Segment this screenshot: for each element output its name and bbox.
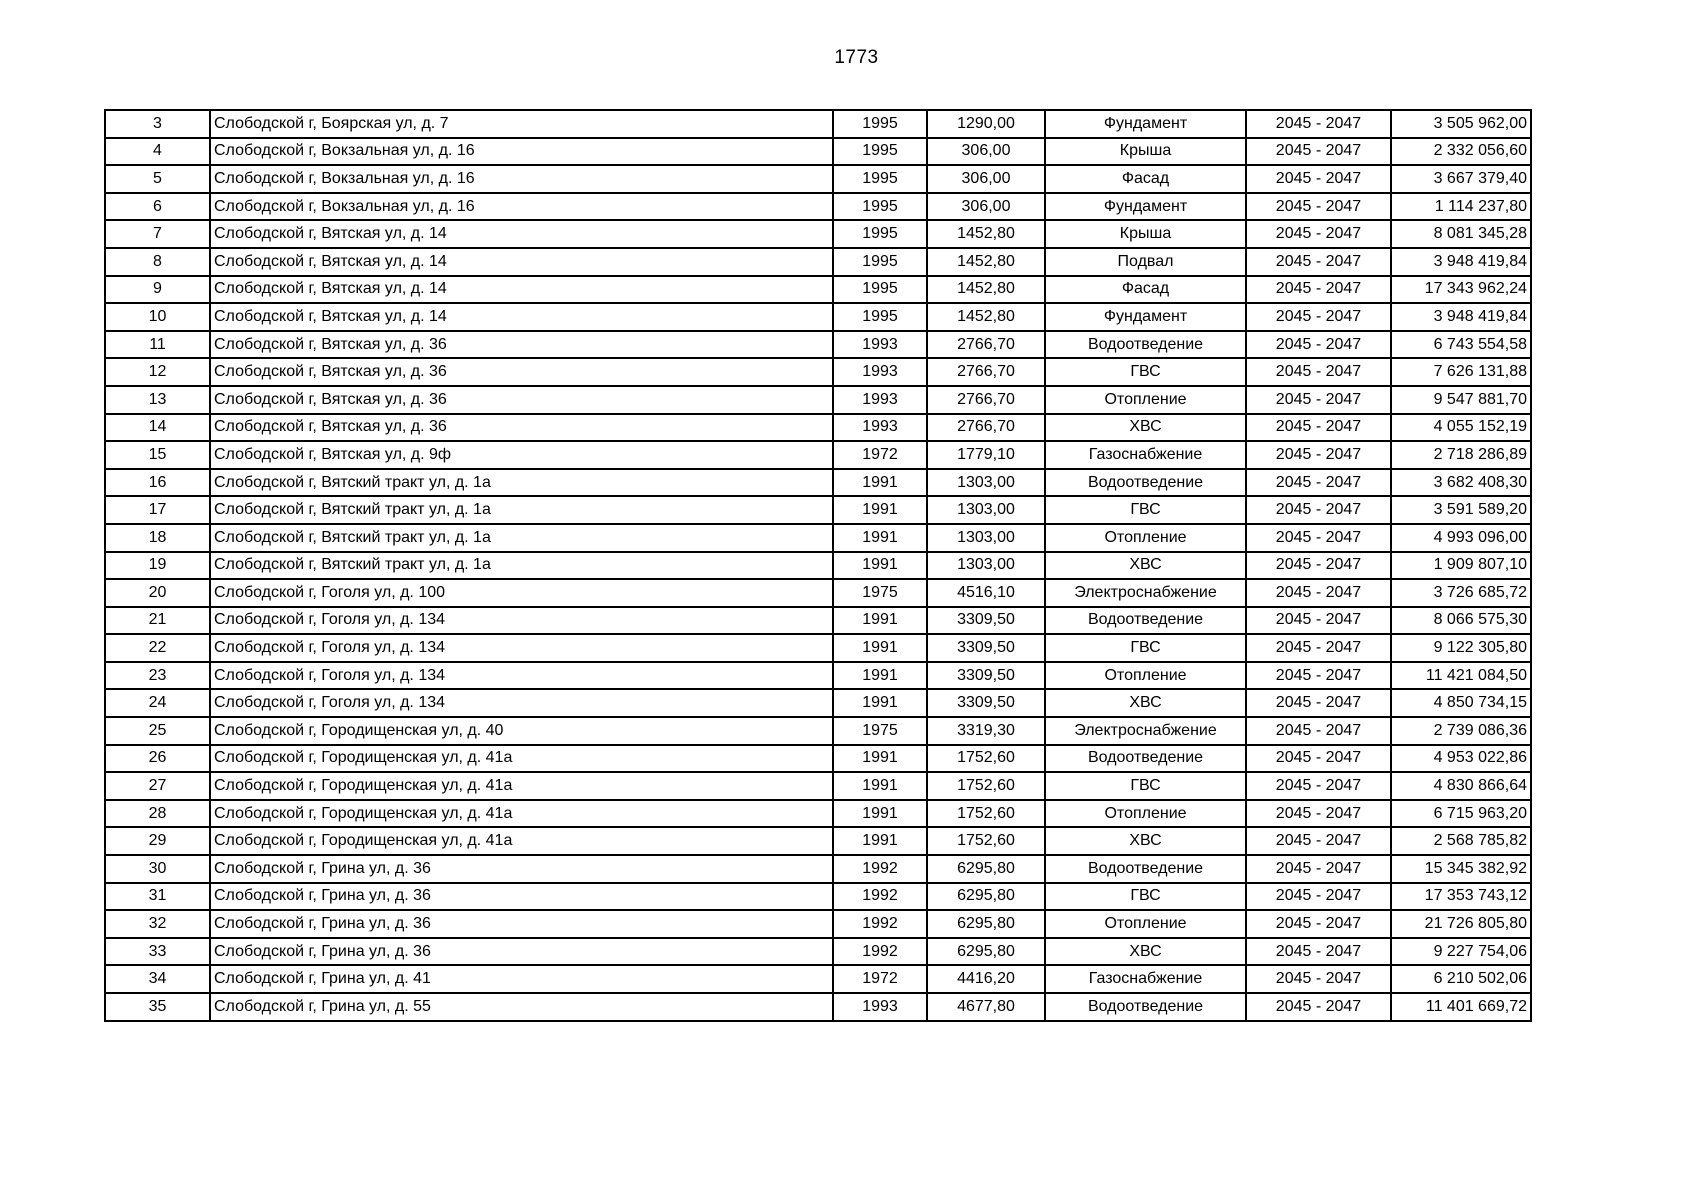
work-type-cell: Отопление [1045,800,1246,828]
cost-cell: 3 667 379,40 [1391,165,1531,193]
address-cell: Слободской г, Грина ул, д. 36 [210,855,833,883]
table-row [105,496,1531,524]
year-cell: 1991 [833,662,927,690]
area-cell: 6295,80 [927,938,1045,966]
cost-cell: 9 122 305,80 [1391,634,1531,662]
period-cell: 2045 - 2047 [1246,993,1391,1021]
year-cell: 1991 [833,496,927,524]
period-cell: 2045 - 2047 [1246,883,1391,911]
row-number-cell: 11 [105,331,210,359]
work-type-cell: Газоснабжение [1045,965,1246,993]
area-cell: 4516,10 [927,579,1045,607]
cost-cell: 3 726 685,72 [1391,579,1531,607]
table-row [105,552,1531,580]
address-cell: Слободской г, Городищенская ул, д. 41а [210,800,833,828]
year-cell: 1995 [833,276,927,304]
table-row [105,469,1531,497]
work-type-cell: ХВС [1045,938,1246,966]
area-cell: 306,00 [927,193,1045,221]
table-row [105,938,1531,966]
cost-cell: 1 114 237,80 [1391,193,1531,221]
period-cell: 2045 - 2047 [1246,689,1391,717]
address-cell: Слободской г, Городищенская ул, д. 41а [210,827,833,855]
work-type-cell: Водоотведение [1045,607,1246,635]
row-number-cell: 33 [105,938,210,966]
address-cell: Слободской г, Гоголя ул, д. 134 [210,634,833,662]
year-cell: 1991 [833,689,927,717]
cost-cell: 6 715 963,20 [1391,800,1531,828]
area-cell: 1752,60 [927,772,1045,800]
period-cell: 2045 - 2047 [1246,524,1391,552]
area-cell: 1303,00 [927,552,1045,580]
area-cell: 3309,50 [927,607,1045,635]
period-cell: 2045 - 2047 [1246,579,1391,607]
work-type-cell: Водоотведение [1045,993,1246,1021]
table-body [105,110,1531,1021]
address-cell: Слободской г, Вятский тракт ул, д. 1а [210,524,833,552]
year-cell: 1975 [833,579,927,607]
row-number-cell: 3 [105,110,210,138]
address-cell: Слободской г, Вокзальная ул, д. 16 [210,193,833,221]
year-cell: 1995 [833,165,927,193]
row-number-cell: 25 [105,717,210,745]
period-cell: 2045 - 2047 [1246,165,1391,193]
period-cell: 2045 - 2047 [1246,745,1391,773]
table-row [105,607,1531,635]
table-row [105,855,1531,883]
area-cell: 1752,60 [927,745,1045,773]
cost-cell: 9 547 881,70 [1391,386,1531,414]
work-type-cell: ХВС [1045,552,1246,580]
work-type-cell: ГВС [1045,634,1246,662]
year-cell: 1993 [833,414,927,442]
work-type-cell: Фасад [1045,165,1246,193]
year-cell: 1993 [833,993,927,1021]
year-cell: 1995 [833,138,927,166]
work-type-cell: ХВС [1045,689,1246,717]
year-cell: 1995 [833,303,927,331]
table-row [105,110,1531,138]
work-type-cell: Крыша [1045,220,1246,248]
row-number-cell: 20 [105,579,210,607]
table-row [105,358,1531,386]
row-number-cell: 12 [105,358,210,386]
year-cell: 1995 [833,220,927,248]
address-cell: Слободской г, Грина ул, д. 36 [210,883,833,911]
cost-cell: 2 739 086,36 [1391,717,1531,745]
address-cell: Слободской г, Боярская ул, д. 7 [210,110,833,138]
table-row [105,772,1531,800]
year-cell: 1991 [833,745,927,773]
work-type-cell: ГВС [1045,358,1246,386]
row-number-cell: 9 [105,276,210,304]
cost-cell: 2 718 286,89 [1391,441,1531,469]
work-type-cell: ГВС [1045,883,1246,911]
area-cell: 6295,80 [927,855,1045,883]
address-cell: Слободской г, Вятская ул, д. 36 [210,331,833,359]
row-number-cell: 32 [105,910,210,938]
period-cell: 2045 - 2047 [1246,855,1391,883]
table-row [105,414,1531,442]
address-cell: Слободской г, Вокзальная ул, д. 16 [210,138,833,166]
row-number-cell: 23 [105,662,210,690]
year-cell: 1991 [833,634,927,662]
address-cell: Слободской г, Городищенская ул, д. 41а [210,745,833,773]
period-cell: 2045 - 2047 [1246,303,1391,331]
work-type-cell: ХВС [1045,827,1246,855]
table-row [105,524,1531,552]
period-cell: 2045 - 2047 [1246,827,1391,855]
year-cell: 1993 [833,358,927,386]
area-cell: 1452,80 [927,220,1045,248]
cost-cell: 15 345 382,92 [1391,855,1531,883]
table-row [105,331,1531,359]
address-cell: Слободской г, Городищенская ул, д. 41а [210,772,833,800]
table-row [105,634,1531,662]
cost-cell: 2 332 056,60 [1391,138,1531,166]
area-cell: 1752,60 [927,827,1045,855]
row-number-cell: 16 [105,469,210,497]
table-row [105,276,1531,304]
area-cell: 1452,80 [927,303,1045,331]
year-cell: 1972 [833,441,927,469]
page-number: 1773 [834,47,879,68]
row-number-cell: 35 [105,993,210,1021]
row-number-cell: 8 [105,248,210,276]
year-cell: 1975 [833,717,927,745]
row-number-cell: 21 [105,607,210,635]
table-row [105,220,1531,248]
period-cell: 2045 - 2047 [1246,220,1391,248]
cost-cell: 17 353 743,12 [1391,883,1531,911]
year-cell: 1995 [833,193,927,221]
area-cell: 306,00 [927,138,1045,166]
period-cell: 2045 - 2047 [1246,193,1391,221]
period-cell: 2045 - 2047 [1246,276,1391,304]
table-row [105,883,1531,911]
year-cell: 1991 [833,552,927,580]
row-number-cell: 15 [105,441,210,469]
address-cell: Слободской г, Вятская ул, д. 9ф [210,441,833,469]
work-type-cell: Отопление [1045,524,1246,552]
cost-cell: 1 909 807,10 [1391,552,1531,580]
address-cell: Слободской г, Вятская ул, д. 36 [210,414,833,442]
address-cell: Слободской г, Вятский тракт ул, д. 1а [210,469,833,497]
period-cell: 2045 - 2047 [1246,138,1391,166]
table-row [105,910,1531,938]
work-type-cell: Подвал [1045,248,1246,276]
address-cell: Слободской г, Грина ул, д. 36 [210,938,833,966]
row-number-cell: 28 [105,800,210,828]
year-cell: 1991 [833,800,927,828]
table-row [105,662,1531,690]
period-cell: 2045 - 2047 [1246,441,1391,469]
period-cell: 2045 - 2047 [1246,358,1391,386]
row-number-cell: 7 [105,220,210,248]
cost-cell: 4 993 096,00 [1391,524,1531,552]
table-row [105,800,1531,828]
period-cell: 2045 - 2047 [1246,634,1391,662]
row-number-cell: 13 [105,386,210,414]
work-type-cell: Водоотведение [1045,745,1246,773]
period-cell: 2045 - 2047 [1246,965,1391,993]
address-cell: Слободской г, Вятская ул, д. 36 [210,386,833,414]
work-type-cell: Фасад [1045,276,1246,304]
period-cell: 2045 - 2047 [1246,414,1391,442]
address-cell: Слободской г, Вятская ул, д. 36 [210,358,833,386]
row-number-cell: 19 [105,552,210,580]
work-type-cell: ХВС [1045,414,1246,442]
row-number-cell: 14 [105,414,210,442]
cost-cell: 8 066 575,30 [1391,607,1531,635]
period-cell: 2045 - 2047 [1246,662,1391,690]
work-type-cell: Фундамент [1045,110,1246,138]
year-cell: 1991 [833,827,927,855]
address-cell: Слободской г, Вятская ул, д. 14 [210,220,833,248]
year-cell: 1992 [833,938,927,966]
period-cell: 2045 - 2047 [1246,938,1391,966]
period-cell: 2045 - 2047 [1246,772,1391,800]
period-cell: 2045 - 2047 [1246,386,1391,414]
area-cell: 2766,70 [927,386,1045,414]
period-cell: 2045 - 2047 [1246,248,1391,276]
cost-cell: 3 948 419,84 [1391,248,1531,276]
address-cell: Слободской г, Вятский тракт ул, д. 1а [210,496,833,524]
work-type-cell: Крыша [1045,138,1246,166]
work-type-cell: Водоотведение [1045,855,1246,883]
area-cell: 1752,60 [927,800,1045,828]
cost-cell: 3 591 589,20 [1391,496,1531,524]
area-cell: 4677,80 [927,993,1045,1021]
area-cell: 1452,80 [927,248,1045,276]
work-type-cell: Фундамент [1045,303,1246,331]
address-cell: Слободской г, Вятская ул, д. 14 [210,276,833,304]
address-cell: Слободской г, Вятский тракт ул, д. 1а [210,552,833,580]
year-cell: 1992 [833,883,927,911]
address-cell: Слободской г, Вокзальная ул, д. 16 [210,165,833,193]
row-number-cell: 4 [105,138,210,166]
year-cell: 1993 [833,386,927,414]
address-cell: Слободской г, Гоголя ул, д. 134 [210,607,833,635]
work-type-cell: Электроснабжение [1045,579,1246,607]
year-cell: 1995 [833,248,927,276]
work-type-cell: ГВС [1045,772,1246,800]
cost-cell: 11 401 669,72 [1391,993,1531,1021]
cost-cell: 6 743 554,58 [1391,331,1531,359]
work-type-cell: ГВС [1045,496,1246,524]
area-cell: 1452,80 [927,276,1045,304]
table-row [105,138,1531,166]
table-row [105,165,1531,193]
period-cell: 2045 - 2047 [1246,607,1391,635]
row-number-cell: 30 [105,855,210,883]
period-cell: 2045 - 2047 [1246,800,1391,828]
row-number-cell: 22 [105,634,210,662]
cost-cell: 11 421 084,50 [1391,662,1531,690]
area-cell: 1779,10 [927,441,1045,469]
year-cell: 1993 [833,331,927,359]
table-row [105,993,1531,1021]
cost-cell: 9 227 754,06 [1391,938,1531,966]
address-cell: Слободской г, Городищенская ул, д. 40 [210,717,833,745]
table-row [105,386,1531,414]
address-cell: Слободской г, Вятская ул, д. 14 [210,303,833,331]
period-cell: 2045 - 2047 [1246,496,1391,524]
row-number-cell: 17 [105,496,210,524]
year-cell: 1995 [833,110,927,138]
row-number-cell: 5 [105,165,210,193]
year-cell: 1991 [833,607,927,635]
year-cell: 1991 [833,469,927,497]
cost-cell: 7 626 131,88 [1391,358,1531,386]
address-cell: Слободской г, Гоголя ул, д. 100 [210,579,833,607]
row-number-cell: 10 [105,303,210,331]
cost-cell: 21 726 805,80 [1391,910,1531,938]
area-cell: 1303,00 [927,469,1045,497]
area-cell: 1303,00 [927,496,1045,524]
table-row [105,745,1531,773]
period-cell: 2045 - 2047 [1246,110,1391,138]
work-type-cell: Фундамент [1045,193,1246,221]
period-cell: 2045 - 2047 [1246,331,1391,359]
work-type-cell: Водоотведение [1045,331,1246,359]
year-cell: 1972 [833,965,927,993]
cost-cell: 6 210 502,06 [1391,965,1531,993]
cost-cell: 4 830 866,64 [1391,772,1531,800]
area-cell: 1290,00 [927,110,1045,138]
period-cell: 2045 - 2047 [1246,469,1391,497]
row-number-cell: 31 [105,883,210,911]
year-cell: 1991 [833,524,927,552]
area-cell: 1303,00 [927,524,1045,552]
area-cell: 6295,80 [927,910,1045,938]
area-cell: 3319,30 [927,717,1045,745]
work-type-cell: Отопление [1045,662,1246,690]
area-cell: 2766,70 [927,358,1045,386]
address-cell: Слободской г, Гоголя ул, д. 134 [210,662,833,690]
table-row [105,441,1531,469]
work-type-cell: Водоотведение [1045,469,1246,497]
table-row [105,689,1531,717]
cost-cell: 3 505 962,00 [1391,110,1531,138]
work-type-cell: Электроснабжение [1045,717,1246,745]
area-cell: 4416,20 [927,965,1045,993]
row-number-cell: 34 [105,965,210,993]
period-cell: 2045 - 2047 [1246,717,1391,745]
area-cell: 2766,70 [927,331,1045,359]
table-row [105,717,1531,745]
area-cell: 2766,70 [927,414,1045,442]
row-number-cell: 18 [105,524,210,552]
area-cell: 3309,50 [927,662,1045,690]
year-cell: 1992 [833,855,927,883]
row-number-cell: 6 [105,193,210,221]
cost-cell: 17 343 962,24 [1391,276,1531,304]
repair-schedule-table [104,109,1532,1022]
table-row [105,193,1531,221]
table-row [105,303,1531,331]
period-cell: 2045 - 2047 [1246,910,1391,938]
address-cell: Слободской г, Гоголя ул, д. 134 [210,689,833,717]
area-cell: 3309,50 [927,689,1045,717]
area-cell: 6295,80 [927,883,1045,911]
year-cell: 1991 [833,772,927,800]
row-number-cell: 26 [105,745,210,773]
table-row [105,965,1531,993]
address-cell: Слободской г, Грина ул, д. 55 [210,993,833,1021]
work-type-cell: Отопление [1045,386,1246,414]
work-type-cell: Отопление [1045,910,1246,938]
area-cell: 3309,50 [927,634,1045,662]
row-number-cell: 24 [105,689,210,717]
cost-cell: 2 568 785,82 [1391,827,1531,855]
table-row [105,827,1531,855]
address-cell: Слободской г, Вятская ул, д. 14 [210,248,833,276]
table-row [105,248,1531,276]
year-cell: 1992 [833,910,927,938]
table-row [105,579,1531,607]
cost-cell: 3 948 419,84 [1391,303,1531,331]
cost-cell: 4 055 152,19 [1391,414,1531,442]
row-number-cell: 29 [105,827,210,855]
row-number-cell: 27 [105,772,210,800]
work-type-cell: Газоснабжение [1045,441,1246,469]
address-cell: Слободской г, Грина ул, д. 36 [210,910,833,938]
cost-cell: 8 081 345,28 [1391,220,1531,248]
cost-cell: 4 953 022,86 [1391,745,1531,773]
cost-cell: 4 850 734,15 [1391,689,1531,717]
cost-cell: 3 682 408,30 [1391,469,1531,497]
period-cell: 2045 - 2047 [1246,552,1391,580]
area-cell: 306,00 [927,165,1045,193]
address-cell: Слободской г, Грина ул, д. 41 [210,965,833,993]
